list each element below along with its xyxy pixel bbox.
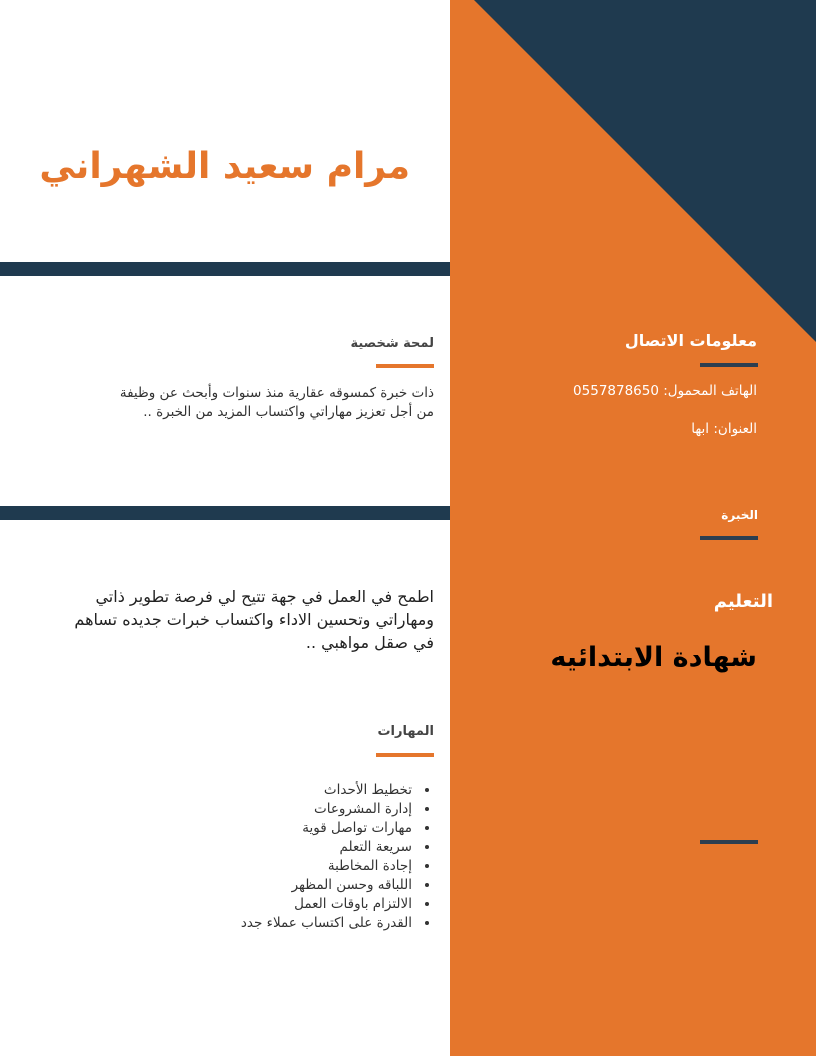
skills-underline: [376, 753, 434, 757]
divider-bar-top: [0, 262, 450, 276]
contact-phone: الهاتف المحمول: 0557878650: [573, 383, 757, 399]
profile-heading: لمحة شخصية: [350, 336, 434, 351]
profile-line: ذات خبرة كمسوقه عقارية منذ سنوات وأبحث عن وظيفة: [119, 385, 434, 401]
experience-underline: [700, 536, 758, 540]
candidate-name: مرام سعيد الشهراني: [39, 146, 410, 187]
corner-triangle: [474, 0, 816, 342]
objective-line: ومهاراتي وتحسين الاداء واكتساب خبرات جديده تساهم: [74, 610, 434, 629]
contact-address: العنوان: ابها: [691, 421, 757, 437]
contact-underline: [700, 363, 758, 367]
skill-item: • القدرة على اكتساب عملاء جدد: [241, 914, 414, 933]
skills-heading: المهارات: [377, 724, 434, 739]
skill-item: • سريعة التعلم: [241, 838, 414, 857]
skill-item: • مهارات تواصل قوية: [241, 819, 414, 838]
skill-item: • إجادة المخاطبة: [241, 857, 414, 876]
experience-heading: الخبرة: [721, 508, 758, 522]
skill-item: • إدارة المشروعات: [241, 800, 414, 819]
skills-list: [241, 781, 434, 933]
profile-underline: [376, 364, 434, 368]
objective-text: [74, 585, 434, 654]
education-heading: التعليم: [713, 591, 773, 612]
divider-bar-middle: [0, 506, 450, 520]
objective-line: اطمح في العمل في جهة تتيح لي فرصة تطوير ذاتي: [95, 587, 434, 606]
objective-line: في صقل مواهبي ..: [305, 633, 434, 652]
profile-line: من أجل تعزيز مهاراتي واكتساب المزيد من الخبرة ..: [143, 404, 434, 420]
education-underline: [700, 840, 758, 844]
skill-item: • تخطيط الأحداث: [241, 781, 414, 800]
contact-heading: معلومات الاتصال: [624, 331, 757, 350]
skill-item: • اللباقه وحسن المظهر: [241, 876, 414, 895]
profile-text: [120, 384, 434, 422]
education-degree: شهادة الابتدائيه: [550, 642, 757, 673]
skill-item: • الالتزام باوقات العمل: [241, 895, 414, 914]
